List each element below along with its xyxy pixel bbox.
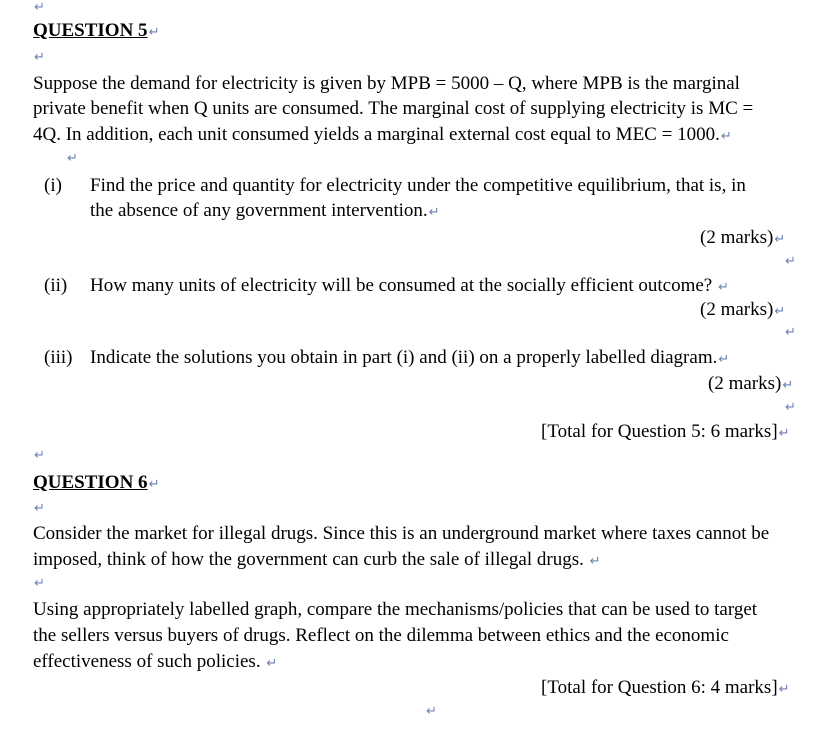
part-ii-text: How many units of electricity will be consumed at the socially efficient outcome? bbox=[90, 275, 717, 296]
question-6-total-text: [Total for Question 6: 4 marks] bbox=[541, 677, 778, 698]
paragraph-mark: ↵ bbox=[782, 378, 794, 393]
question-5-intro-text: 4Q. In addition, each unit consumed yields a marginal external cost equal to MEC = 1000. bbox=[33, 124, 720, 145]
paragraph-mark: ↵ bbox=[785, 254, 796, 269]
paragraph-mark: ↵ bbox=[589, 554, 601, 569]
question-6-para-2-line-1: Using appropriately labelled graph, compare the mechanisms/policies that can be used to target bbox=[33, 599, 758, 620]
paragraph-mark: ↵ bbox=[720, 129, 732, 144]
part-iii-marks-text: (2 marks) bbox=[708, 373, 782, 394]
part-iii-label: (iii) bbox=[44, 347, 73, 368]
question-6-total bbox=[541, 675, 790, 702]
part-ii-label: (ii) bbox=[44, 275, 68, 296]
question-5-intro-line-2: private benefit when Q units are consumed. The marginal cost of supplying electricity is MC = bbox=[33, 98, 754, 119]
question-6-para-1-text: imposed, think of how the government can curb the sale of illegal drugs. bbox=[33, 549, 589, 570]
question-6-para-1-line-1: Consider the market for illegal drugs. Since this is an underground market where taxes cannot be bbox=[33, 523, 770, 544]
part-i-line-2 bbox=[90, 198, 440, 225]
question-5-heading: QUESTION 5 bbox=[33, 20, 148, 41]
question-6-para-2-line-3 bbox=[33, 649, 277, 676]
paragraph-mark: ↵ bbox=[34, 50, 45, 65]
question-5-heading-line bbox=[33, 20, 159, 42]
question-6-para-2-text: effectiveness of such policies. bbox=[33, 651, 266, 672]
question-5-total-text: [Total for Question 5: 6 marks] bbox=[541, 421, 778, 442]
paragraph-mark: ↵ bbox=[428, 205, 440, 220]
part-i-marks bbox=[700, 225, 785, 252]
paragraph-mark: ↵ bbox=[426, 704, 437, 719]
part-ii-marks-text: (2 marks) bbox=[700, 299, 774, 320]
question-6-para-1-line-2 bbox=[33, 547, 601, 574]
paragraph-mark: ↵ bbox=[785, 325, 796, 340]
part-i-line-1: Find the price and quantity for electricity under the competitive equilibrium, that is, in bbox=[90, 175, 746, 196]
paragraph-mark: ↵ bbox=[778, 426, 790, 441]
part-ii-line-1 bbox=[90, 273, 729, 300]
question-5-intro-line-1: Suppose the demand for electricity is given by MPB = 5000 – Q, where MPB is the marginal bbox=[33, 73, 740, 94]
part-iii-text: Indicate the solutions you obtain in part (i) and (ii) on a properly labelled diagram. bbox=[90, 347, 718, 368]
paragraph-mark: ↵ bbox=[774, 232, 786, 247]
part-i-text: the absence of any government intervention. bbox=[90, 200, 428, 221]
paragraph-mark: ↵ bbox=[148, 477, 160, 492]
paragraph-mark: ↵ bbox=[778, 682, 790, 697]
paragraph-mark: ↵ bbox=[266, 656, 278, 671]
paragraph-mark: ↵ bbox=[67, 151, 78, 166]
part-i-marks-text: (2 marks) bbox=[700, 227, 774, 248]
paragraph-mark: ↵ bbox=[718, 280, 729, 295]
question-6-para-2-line-2: the sellers versus buyers of drugs. Reflect on the dilemma between ethics and the economic bbox=[33, 625, 729, 646]
paragraph-mark: ↵ bbox=[718, 352, 730, 367]
paragraph-mark: ↵ bbox=[34, 448, 45, 463]
paragraph-mark: ↵ bbox=[34, 0, 45, 15]
question-5-intro-line-3 bbox=[33, 122, 732, 149]
paragraph-mark: ↵ bbox=[34, 501, 45, 516]
question-6-heading: QUESTION 6 bbox=[33, 472, 148, 493]
part-iii-marks bbox=[708, 371, 793, 398]
question-5-total bbox=[541, 419, 790, 446]
paragraph-mark: ↵ bbox=[785, 400, 796, 415]
paragraph-mark: ↵ bbox=[34, 576, 45, 591]
question-6-heading-line bbox=[33, 472, 159, 494]
part-iii-line-1 bbox=[90, 345, 729, 372]
paragraph-mark: ↵ bbox=[774, 304, 786, 319]
part-i-label: (i) bbox=[44, 175, 62, 196]
part-ii-marks bbox=[700, 297, 785, 324]
paragraph-mark: ↵ bbox=[148, 25, 160, 40]
